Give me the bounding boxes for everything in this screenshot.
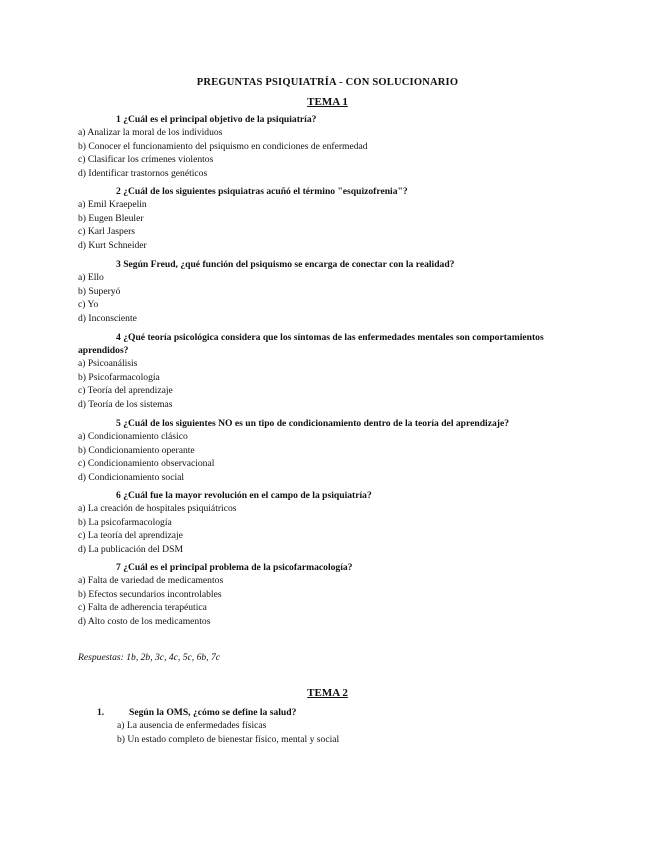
- option-a: a) La creación de hospitales psiquiátricos: [78, 503, 237, 514]
- option-b: b) Eugen Bleuler: [78, 212, 144, 224]
- document-title: PREGUNTAS PSIQUIATRÍA - CON SOLUCIONARIO: [196, 77, 459, 88]
- option-c: c) Yo: [78, 299, 99, 311]
- question-7: [78, 561, 578, 629]
- option-b: b) La psicofarmacología: [78, 516, 172, 528]
- question-title: Según la OMS, ¿cómo se define la salud?: [129, 707, 297, 718]
- question-1: [78, 113, 578, 181]
- option-d: d) Kurt Schneider: [78, 240, 147, 252]
- tema2-heading: TEMA 2: [307, 687, 348, 699]
- option-c: c) Falta de adherencia terapéutica: [78, 602, 207, 614]
- question-title: 7 ¿Cuál es el principal problema de la psicofarmacología?: [116, 562, 353, 573]
- option-d: d) Condicionamiento social: [78, 472, 185, 484]
- option-c: c) Condicionamiento observacional: [78, 458, 215, 470]
- option-c: c) Karl Jaspers: [78, 226, 136, 238]
- option-d: d) La publicación del DSM: [78, 544, 183, 556]
- question-3: [78, 258, 578, 326]
- answer-key: Respuestas: 1b, 2b, 3c, 4c, 5c, 6b, 7c: [78, 652, 221, 663]
- question-title: 3 Según Freud, ¿qué función del psiquismo se encarga de conectar con la realidad?: [116, 259, 455, 270]
- question-4: [78, 331, 578, 412]
- option-a: a) Ello: [78, 272, 104, 283]
- question-number: 1.: [97, 707, 105, 718]
- option-b: b) Efectos secundarios incontrolables: [78, 588, 222, 600]
- option-c: c) La teoría del aprendizaje: [78, 530, 183, 542]
- option-c: c) Clasificar los crímenes violentos: [78, 154, 214, 166]
- option-d: d) Identificar trastornos genéticos: [78, 168, 208, 180]
- tema2-question-1-options: [117, 719, 339, 746]
- option-b: b) Psicofarmacología: [78, 371, 160, 383]
- option-a: a) Emil Kraepelin: [78, 199, 147, 210]
- option-d: d) Inconsciente: [78, 313, 137, 325]
- option-d: d) Teoría de los sistemas: [78, 399, 173, 411]
- option-a: a) La ausencia de enfermedades físicas: [117, 720, 267, 731]
- question-title: 2 ¿Cuál de los siguientes psiquiatras acuñó el término "esquizofrenia"?: [116, 186, 408, 197]
- option-b: b) Conocer el funcionamiento del psiquismo en condiciones de enfermedad: [78, 140, 368, 152]
- tema1-heading: TEMA 1: [307, 96, 348, 108]
- option-a: a) Condicionamiento clásico: [78, 431, 188, 442]
- question-title: 6 ¿Cuál fue la mayor revolución en el campo de la psiquiatría?: [116, 490, 372, 501]
- option-a: a) Falta de variedad de medicamentos: [78, 575, 224, 586]
- option-b: b) Superyó: [78, 285, 121, 297]
- question-title: 4 ¿Qué teoría psicológica considera que los síntomas de las enfermedades mentales son comportamientos aprendidos?: [78, 332, 544, 356]
- question-title: 5 ¿Cuál de los siguientes NO es un tipo de condicionamiento dentro de la teoría del aprendizaje?: [116, 418, 509, 429]
- option-a: a) Psicoanálisis: [78, 358, 138, 369]
- question-6: [78, 489, 578, 557]
- option-d: d) Alto costo de los medicamentos: [78, 616, 211, 628]
- question-5: [78, 417, 578, 485]
- option-a: a) Analizar la moral de los individuos: [78, 127, 223, 138]
- option-b: b) Condicionamiento operante: [78, 444, 195, 456]
- option-c: c) Teoría del aprendizaje: [78, 385, 173, 397]
- option-b: b) Un estado completo de bienestar físico, mental y social: [117, 733, 340, 745]
- tema2-question-1: [97, 707, 296, 718]
- question-2: [78, 185, 578, 253]
- question-title: 1 ¿Cuál es el principal objetivo de la psiquiatría?: [116, 114, 317, 125]
